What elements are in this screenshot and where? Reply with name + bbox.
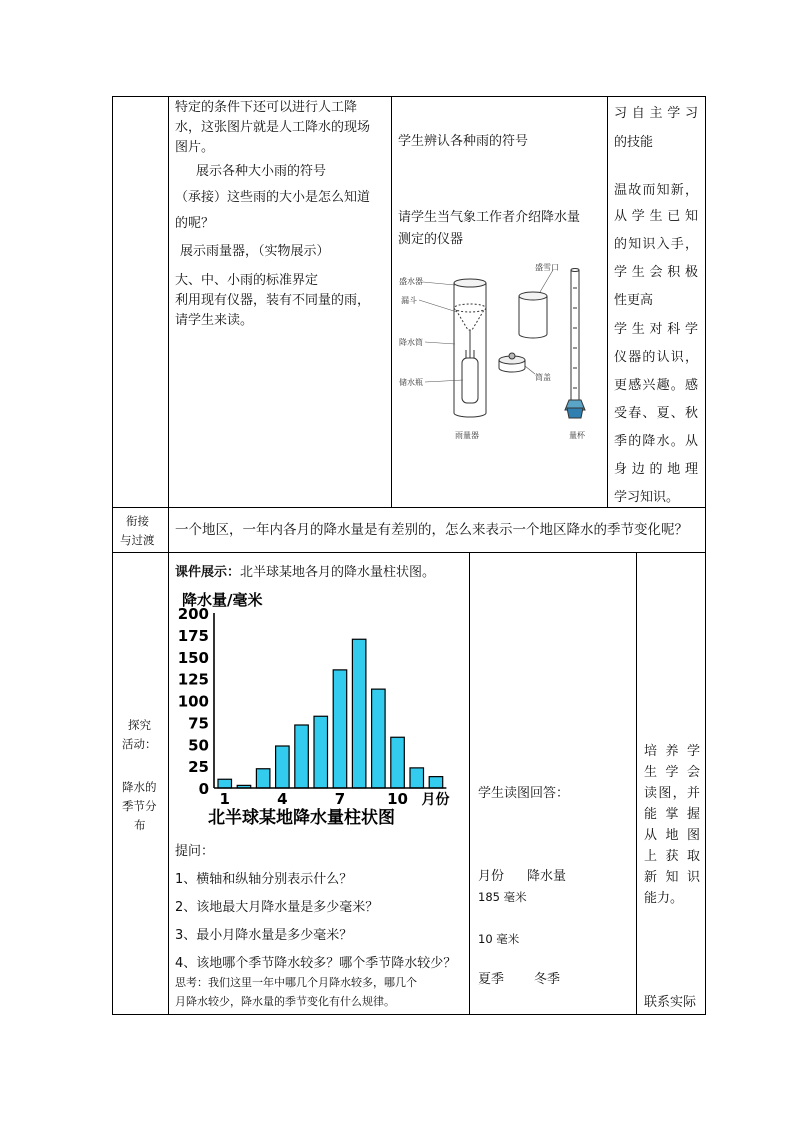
goal-line-8: 能力。: [644, 891, 684, 906]
intent-line-6: 学生会积极: [614, 265, 698, 280]
chart-bar-month-11: [410, 768, 424, 788]
chart-xtick-1: 4: [277, 790, 288, 808]
chart-bar-month-1: [218, 779, 232, 788]
precipitation-bar-chart: [170, 585, 450, 835]
chart-ytick-3: 75: [188, 714, 209, 733]
student-reply: 学生读图回答：: [478, 786, 570, 801]
label-funnel: 漏斗: [401, 296, 417, 305]
question-1: 1、横轴和纵轴分别表示什么？: [175, 872, 353, 887]
chart-xtick-0: 1: [219, 790, 230, 808]
think-line-2: 月降水较少，降水量的季节变化有什么规律。: [175, 995, 395, 1008]
explore-label-1: 探究: [128, 718, 151, 732]
goal-line-6: 上获取: [644, 849, 700, 864]
transition-text: 一个地区，一年内各月的降水量是有差别的，怎么来表示一个地区降水的季节变化呢？: [175, 522, 688, 538]
student-activity-2a: 请学生当气象工作者介绍降水量: [398, 210, 581, 225]
row1-divider-b: [607, 96, 608, 507]
questions-title: 提问：: [175, 844, 215, 859]
courseware-intro-bold: 课件展示：: [175, 565, 241, 580]
label-lid: 筒盖: [535, 373, 551, 382]
chart-bar-month-5: [295, 725, 309, 788]
chart-bar-month-4: [276, 746, 290, 788]
rain-gauge-diagram: [395, 258, 595, 444]
snow-collector: [519, 292, 547, 338]
question-3: 3、最小月降水量是多少毫米？: [175, 928, 353, 943]
label-column-divider: [168, 96, 169, 1015]
answer-wet-season: 夏季: [478, 972, 505, 987]
table-border-right: [705, 96, 706, 1015]
question-2: 2、该地最大月降水量是多少毫米？: [175, 900, 379, 915]
intent-line-14: 学习知识。: [614, 490, 680, 505]
chart-bar-month-9: [372, 689, 386, 788]
transition-label-1: 衔接: [126, 514, 149, 528]
intent-line-8: 学生对科学: [614, 322, 698, 337]
label-gauge: 雨量器: [455, 431, 479, 440]
label-snow-port: 盛雪口: [535, 263, 559, 272]
explore-label-2: 活动：: [122, 737, 157, 751]
explore-label-3: 降水的: [122, 780, 157, 794]
chart-ytick-6: 150: [177, 648, 209, 667]
intent-line-7: 性更高: [614, 293, 654, 308]
row1-text-6: 的呢？: [175, 216, 215, 231]
row1-text-3: 图片。: [175, 140, 215, 155]
chart-ytick-7: 175: [177, 626, 209, 645]
intent-line-1: 习自主学习: [614, 106, 698, 121]
chart-ytick-0: 0: [198, 780, 209, 798]
measuring-cup: [565, 269, 585, 419]
intent-line-11: 受春、夏、秋: [614, 406, 698, 421]
chart-ytick-8: 200: [177, 605, 209, 623]
courseware-intro: [175, 563, 435, 583]
student-activity-2b: 测定的仪器: [398, 232, 464, 247]
chart-xtick-3: 10: [387, 790, 408, 808]
chart-ytick-4: 100: [177, 692, 209, 711]
chart-bar-month-10: [391, 737, 405, 788]
gauge-lid: [499, 353, 525, 372]
chart-xlabel: 月份: [421, 792, 450, 808]
question-4: 4、该地哪个季节降水较多？哪个季节降水较少？: [175, 956, 457, 971]
row1-text-2: 水，这张图片就是人工降水的现场: [175, 120, 371, 135]
chart-ytick-5: 125: [177, 670, 209, 689]
table-row-divider-2: [112, 552, 706, 553]
answer-dry-season: 冬季: [534, 972, 561, 987]
think-line-1: 思考：我们这里一年中哪几个月降水较多，哪几个: [175, 976, 417, 989]
courseware-intro-rest: 北半球某地各月的降水量柱状图。: [240, 565, 436, 580]
label-cup: 量杯: [569, 431, 585, 440]
chart-bars: [218, 639, 443, 788]
chart-title: 北半球某地降水量柱状图: [208, 808, 395, 828]
row1-text-10: 请学生来读。: [175, 313, 254, 328]
intent-line-4: 从学生已知: [614, 209, 698, 224]
row1-text-7: 展示雨量器，（实物展示）: [180, 244, 330, 259]
link-to-life: 联系实际: [644, 995, 697, 1010]
student-activity-1: 学生辨认各种雨的符号: [398, 134, 529, 149]
goal-line-2: 生学会: [644, 765, 700, 780]
explore-label-4: 季节分: [122, 799, 157, 813]
row1-text-5: （承接）这些雨的大小是怎么知道: [175, 190, 371, 205]
chart-bar-month-12: [429, 777, 443, 788]
chart-yticks: [178, 605, 209, 798]
chart-bar-month-3: [256, 769, 270, 788]
goal-line-1: 培养学: [644, 744, 700, 759]
goal-line-4: 能掌握: [644, 807, 700, 822]
transition-label-2: 与过渡: [120, 533, 155, 547]
table-border-bottom: [112, 1014, 706, 1015]
row1-divider-a: [391, 96, 392, 507]
table-border-top: [112, 96, 706, 97]
answer-header-rain: 降水量: [527, 869, 567, 884]
row1-text-4: 展示各种大小雨的符号: [196, 164, 327, 179]
row1-text-1: 特定的条件下还可以进行人工降: [175, 100, 358, 115]
chart-ytick-2: 50: [188, 736, 209, 755]
intent-line-12: 季的降水。从: [614, 434, 698, 449]
answer-max: 185 毫米: [478, 890, 527, 904]
rain-gauge-cylinder: [454, 279, 486, 417]
intent-line-13: 身边的地理: [614, 462, 698, 477]
intent-line-3: 温故而知新，: [614, 183, 698, 198]
chart-xtick-2: 7: [334, 790, 346, 808]
chart-xticks: [220, 790, 408, 808]
chart-bar-month-8: [352, 639, 366, 788]
intent-line-2: 的技能: [614, 135, 654, 150]
label-collector: 盛水器: [399, 277, 423, 286]
chart-bar-month-6: [314, 716, 328, 788]
answer-header-month: 月份: [478, 869, 505, 884]
chart-ytick-1: 25: [188, 758, 209, 777]
goal-line-3: 读图，并: [644, 786, 700, 801]
chart-bar-month-7: [333, 670, 347, 788]
explore-label-5: 布: [134, 818, 146, 832]
row3-divider-b: [636, 552, 637, 1014]
intent-line-10: 更感兴趣。感: [614, 378, 698, 393]
goal-line-7: 新知识: [644, 870, 700, 885]
intent-line-5: 的知识入手，: [614, 237, 698, 252]
row3-divider-a: [469, 552, 470, 1014]
table-border-left: [112, 96, 113, 1015]
label-barrel: 降水筒: [399, 338, 423, 347]
label-bottle: 储水瓶: [399, 378, 423, 387]
goal-line-5: 从地图: [644, 828, 700, 843]
chart-ylabel: 降水量/毫米: [182, 591, 263, 609]
answer-min: 10 毫米: [478, 932, 520, 946]
row1-text-8: 大、中、小雨的标准界定: [175, 273, 319, 288]
row1-text-9: 利用现有仪器，装有不同量的雨，: [175, 293, 371, 308]
intent-line-9: 仪器的认识，: [614, 350, 698, 365]
